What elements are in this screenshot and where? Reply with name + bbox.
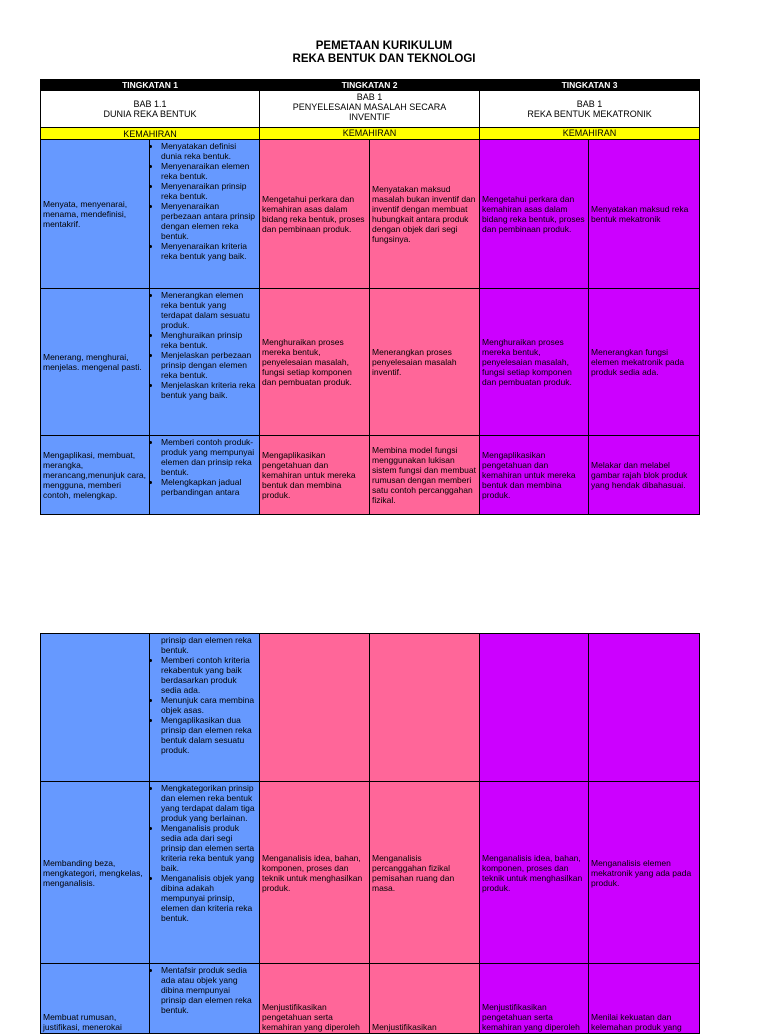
curriculum-table-continued [40,633,700,1034]
list-item: • Menyatakan definisi dunia reka bentuk. [161,141,257,161]
t2-detail-cell [370,634,480,782]
table-row [41,436,700,515]
list-item: • Mentafsir produk sedia ada atau objek yang dibina mempunyai prinsip dan elemen reka bentuk. [161,965,257,1015]
t2-detail-cell: Menerangkan proses penyelesaian masalah inventif. [370,289,480,436]
t2-detail-cell: Membina model fungsi menggunakan lukisan sistem fungsi dan membuat rumusan dengan memberi satu contoh percanggahan fizikal. [370,436,480,515]
kemahiran-label-3: KEMAHIRAN [480,128,700,140]
table-row [41,289,700,436]
bab-title: PENYELESAIAN MASALAH SECARA [292,102,447,112]
t3-objective-cell: Menjustifikasikan pengetahuan serta kemahiran yang diperoleh [480,964,589,1034]
page-subtitle: REKA BENTUK DAN TEKNOLOGI [292,53,476,65]
list-item: • Menyenaraikan prinsip reka bentuk. [161,181,257,201]
curriculum-table-top [40,79,700,515]
bullet-cell [150,634,260,782]
list-item: • Menjelaskan perbezaan prinsip dengan elemen reka bentuk. [161,350,257,380]
bab-title-cont: INVENTIF [349,112,391,122]
t3-detail-cell [589,634,700,782]
list-item: • Menghuraikan prinsip reka bentuk. [161,330,257,350]
bab-tingkatan-1 [41,91,260,128]
list-item: • Mengkategorikan prinsip dan elemen reka bentuk yang terdapat dalam tiga produk yang berlainan. [161,783,257,823]
t3-detail-cell: Menganalisis elemen mekatronik yang ada pada produk. [589,782,700,964]
bab-tingkatan-2 [260,91,480,128]
t3-detail-cell: Menerangkan fungsi elemen mekatronik pada produk sedia ada. [589,289,700,436]
list-item: • Menganalisis objek yang dibina adakah mempunyai prinsip, elemen dan kriteria reka bentuk. [161,873,257,923]
list-item: • Memberi contoh produk-produk yang mempunyai elemen dan prinsip reka bentuk. [161,437,257,477]
t2-objective-cell: Mengetahui perkara dan kemahiran asas dalam bidang reka bentuk, proses dan pembinaan produk. [260,140,370,289]
kemahiran-label-2: KEMAHIRAN [260,128,480,140]
bullet-cell [150,140,260,289]
skill-cell: Membuat rumusan, justifikasi, menerokai [41,964,150,1034]
table-row [41,782,700,964]
list-item: • Menganalisis produk sedia ada dari segi prinsip dan elemen serta kriteria reka bentuk yang baik. [161,823,257,873]
t3-objective-cell: Mengetahui perkara dan kemahiran asas dalam bidang reka bentuk, proses dan pembinaan produk. [480,140,589,289]
bullet-cell [150,436,260,515]
list-item: • Menyenaraikan elemen reka bentuk. [161,161,257,181]
t2-detail-cell: Menjustifikasikan [370,964,480,1034]
bab-title: REKA BENTUK MEKATRONIK [527,109,652,119]
bab-number: BAB 1.1 [133,99,167,109]
list-item: • Menunjuk cara membina objek asas. [161,695,257,715]
list-item: • Menyenaraikan kriteria reka bentuk yang baik. [161,241,257,261]
page-title: PEMETAAN KURIKULUM [315,40,453,52]
bullet-cell [150,782,260,964]
bullet-cell [150,289,260,436]
list-item: • Menerangkan elemen reka bentuk yang terdapat dalam sesuatu produk. [161,290,257,330]
t3-objective-cell: Mengaplikasikan pengetahuan dan kemahiran untuk mereka bentuk dan membina produk. [480,436,589,515]
t3-detail-cell: Menilai kekuatan dan kelemahan produk yang [589,964,700,1034]
t3-objective-cell: Menghuraikan proses mereka bentuk, penyelesaian masalah, fungsi setiap komponen dan pembuatan produk. [480,289,589,436]
t2-objective-cell: Menganalisis idea, bahan, komponen, proses dan teknik untuk menghasilkan produk. [260,782,370,964]
list-item: • Memberi contoh kriteria rekabentuk yang baik berdasarkan produk sedia ada. [161,655,257,695]
list-item: • Menjelaskan kriteria reka bentuk yang baik. [161,380,257,400]
skill-cell [41,634,150,782]
header-tingkatan-2: TINGKATAN 2 [260,80,480,91]
t2-objective-cell: Menjustifikasikan pengetahuan serta kemahiran yang diperoleh [260,964,370,1034]
list-item: • Melengkapkan jadual perbandingan antara [161,477,257,497]
t3-detail-cell: Melakar dan melabel gambar rajah blok produk yang hendak dibahasuai. [589,436,700,515]
t2-objective-cell: Mengaplikasikan pengetahuan dan kemahiran untuk mereka bentuk dan membina produk. [260,436,370,515]
bab-title: DUNIA REKA BENTUK [103,109,197,119]
t3-objective-cell: Menganalisis idea, bahan, komponen, proses dan teknik untuk menghasilkan produk. [480,782,589,964]
bullet-cell [150,964,260,1034]
t2-detail-cell: Menganalisis percanggahan fizikal pemisahan ruang dan masa. [370,782,480,964]
table-row [41,634,700,782]
header-tingkatan-1: TINGKATAN 1 [41,80,260,91]
t2-detail-cell: Menyatakan maksud masalah bukan inventif dan inventif dengan membuat hubungkait antara produk dengan objek dari segi fungsinya. [370,140,480,289]
list-item: • Mengaplikasikan dua prinsip dan elemen reka bentuk dalam sesuatu produk. [161,715,257,755]
t2-objective-cell: Menghuraikan proses mereka bentuk, penyelesaian masalah, fungsi setiap komponen dan pembuatan produk. [260,289,370,436]
table-row [41,964,700,1034]
t3-detail-cell: Menyatakan maksud reka bentuk mekatronik [589,140,700,289]
list-item-continued: prinsip dan elemen reka bentuk. [161,635,252,655]
bab-number: BAB 1 [576,99,603,109]
header-tingkatan-3: TINGKATAN 3 [480,80,700,91]
bab-number: BAB 1 [356,92,383,102]
t3-objective-cell [480,634,589,782]
table-row [41,140,700,289]
skill-cell: Membanding beza, mengkategori, mengkelas, menganalisis. [41,782,150,964]
bab-tingkatan-3 [480,91,700,128]
kemahiran-label-1: KEMAHIRAN [41,128,260,140]
skill-cell: Mengaplikasi, membuat, merangka, merancang,menunjuk cara, mengguna, memberi contoh, melengkap. [41,436,150,515]
t2-objective-cell [260,634,370,782]
skill-cell: Menyata, menyenarai, menama, mendefinisi, mentakrif. [41,140,150,289]
skill-cell: Menerang, menghurai, menjelas. mengenal pasti. [41,289,150,436]
list-item: • Menyenaraikan perbezaan antara prinsip dengan elemen reka bentuk. [161,201,257,241]
